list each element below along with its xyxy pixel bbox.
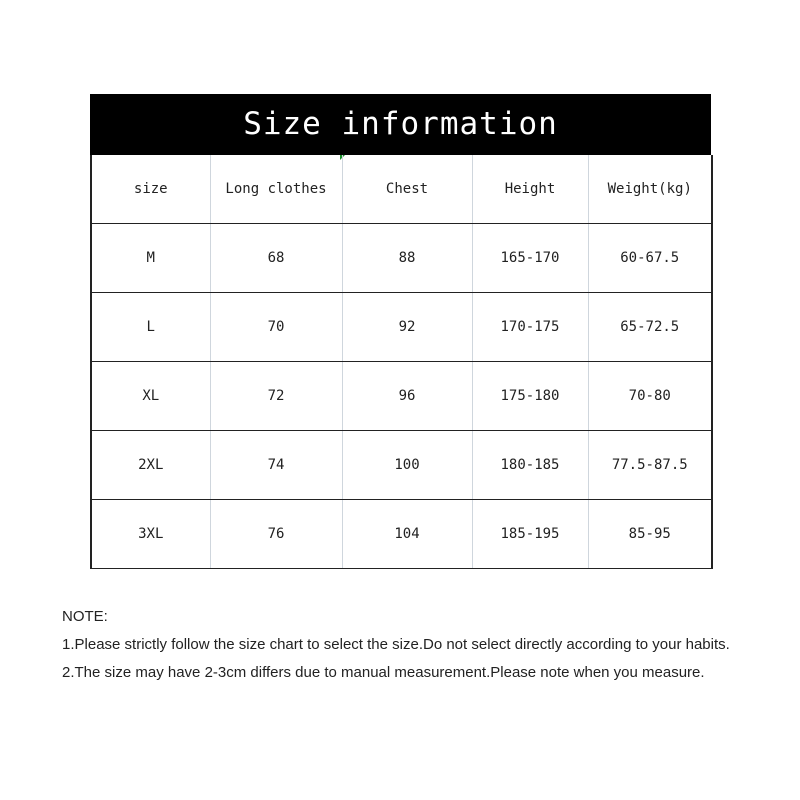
table-cell: M xyxy=(91,224,210,293)
table-cell: 2XL xyxy=(91,431,210,500)
size-table xyxy=(90,155,713,569)
table-cell: 68 xyxy=(210,224,342,293)
table-cell: 74 xyxy=(210,431,342,500)
table-cell: 70 xyxy=(210,293,342,362)
table-cell: 88 xyxy=(342,224,472,293)
table-cell: 72 xyxy=(210,362,342,431)
note-line-1: 1.Please strictly follow the size chart to select the size.Do not select directly according to your habits. xyxy=(62,636,730,653)
table-row xyxy=(91,431,712,500)
notes-heading: NOTE: xyxy=(62,608,108,625)
table-row xyxy=(91,293,712,362)
table-row xyxy=(91,500,712,569)
table-cell: L xyxy=(91,293,210,362)
header-cell-chest: Chest xyxy=(342,155,472,224)
title-bar xyxy=(90,94,711,155)
header-cell-long-clothes: Long clothes xyxy=(210,155,342,224)
table-cell: 170-175 xyxy=(472,293,588,362)
header-cell-weight: Weight(kg) xyxy=(588,155,712,224)
table-cell: 180-185 xyxy=(472,431,588,500)
table-cell: 65-72.5 xyxy=(588,293,712,362)
table-cell: 100 xyxy=(342,431,472,500)
table-cell: 92 xyxy=(342,293,472,362)
table-row xyxy=(91,224,712,293)
table-header-row xyxy=(91,155,712,224)
table-cell: 76 xyxy=(210,500,342,569)
table-cell: 175-180 xyxy=(472,362,588,431)
table-cell: XL xyxy=(91,362,210,431)
note-line-2: 2.The size may have 2-3cm differs due to manual measurement.Please note when you measure. xyxy=(62,664,705,681)
table-cell: 77.5-87.5 xyxy=(588,431,712,500)
table-cell: 185-195 xyxy=(472,500,588,569)
table-cell: 60-67.5 xyxy=(588,224,712,293)
table-cell: 96 xyxy=(342,362,472,431)
table-cell: 3XL xyxy=(91,500,210,569)
size-chart xyxy=(90,94,711,568)
table-cell: 85-95 xyxy=(588,500,712,569)
header-cell-height: Height xyxy=(472,155,588,224)
chart-title: Size information xyxy=(243,106,558,142)
table-row xyxy=(91,362,712,431)
table-cell: 70-80 xyxy=(588,362,712,431)
header-cell-size: size xyxy=(91,155,210,224)
notes-section xyxy=(62,607,792,691)
table-cell: 104 xyxy=(342,500,472,569)
table-cell: 165-170 xyxy=(472,224,588,293)
